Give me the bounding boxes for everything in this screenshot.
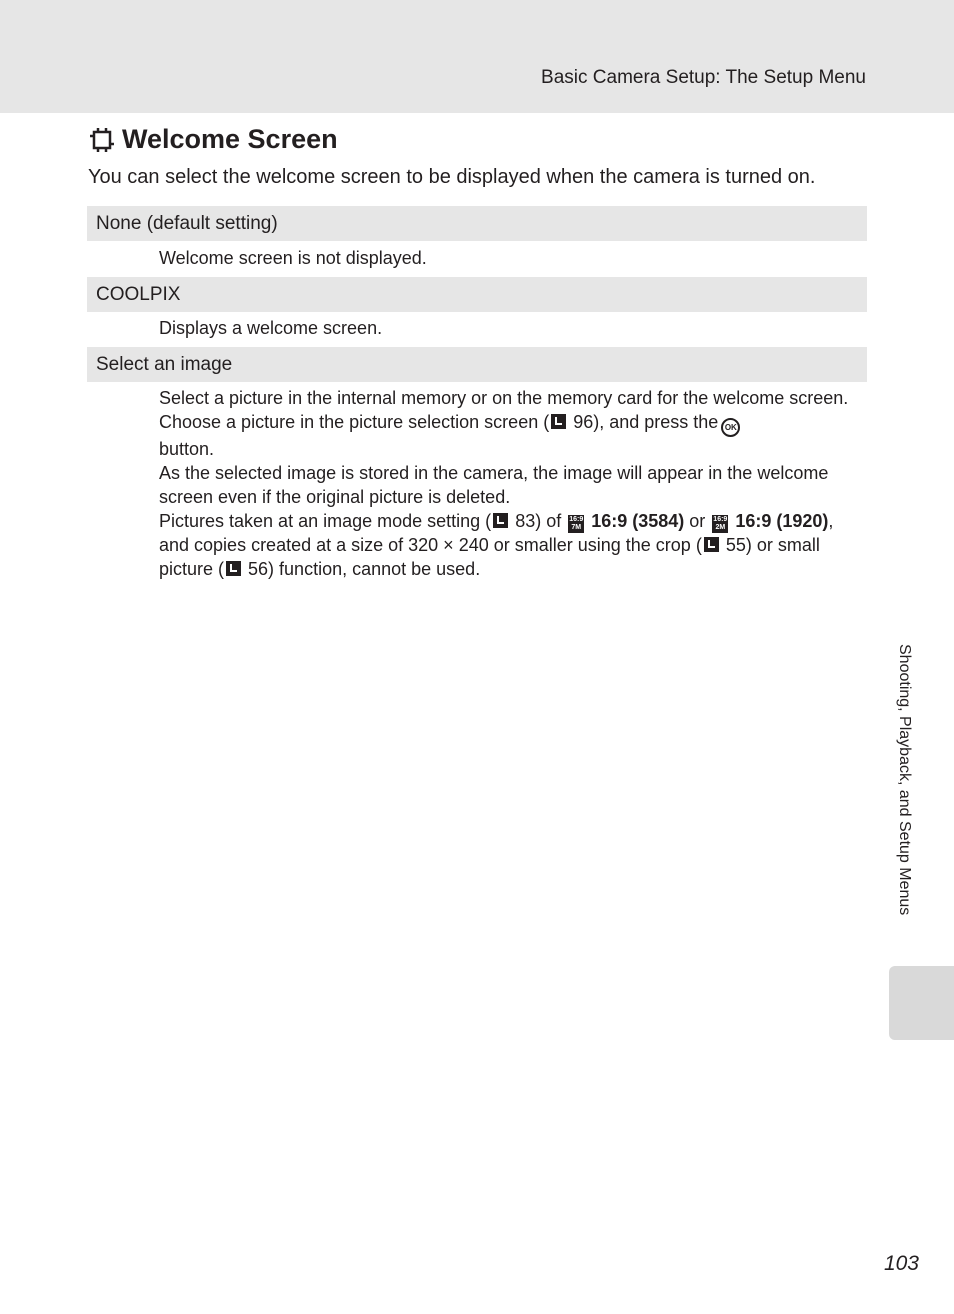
- option-coolpix-description: Displays a welcome screen.: [159, 318, 383, 338]
- page-reference-icon: [704, 537, 719, 552]
- running-header: Basic Camera Setup: The Setup Menu: [541, 67, 866, 88]
- sidebar-section-label: Shooting, Playback, and Setup Menus: [896, 644, 913, 916]
- option-none-description: Welcome screen is not displayed.: [159, 248, 427, 268]
- option-select-image-description: [159, 386, 859, 581]
- select-image-para-3: Pictures taken at an image mode setting ( 83) of 16:9 7M 16:9 (3584) or 16:9 2M 16:9 (1920), and copies created at a size of 320 × 240 or smaller using the crop ( 55) or small picture ( 56) function, cannot be used.: [159, 511, 834, 579]
- page-reference-icon: [493, 513, 508, 528]
- sidebar-section-tab: [889, 966, 954, 1040]
- welcome-screen-icon: [88, 127, 116, 153]
- page-reference-icon: [226, 561, 241, 576]
- header-band: [0, 0, 954, 113]
- page-number: 103: [883, 1252, 919, 1275]
- ok-button-icon: OK: [721, 418, 740, 437]
- option-select-image-heading: Select an image: [87, 347, 867, 382]
- option-none-heading: None (default setting): [87, 206, 867, 241]
- select-image-para-1: Select a picture in the internal memory or on the memory card for the welcome screen. Choose a picture in the picture selection screen ( 96), and press the OK button.: [159, 388, 849, 459]
- section-title-text: Welcome Screen: [122, 124, 338, 154]
- image-mode-16-9-2m-icon: 16:9 2M: [713, 516, 728, 531]
- page-reference-icon: [551, 414, 566, 429]
- image-mode-16-9-7m-icon: 16:9 7M: [569, 516, 584, 531]
- option-coolpix-heading: COOLPIX: [87, 277, 867, 312]
- intro-text: You can select the welcome screen to be displayed when the camera is turned on.: [88, 166, 816, 188]
- select-image-para-2: As the selected image is stored in the camera, the image will appear in the welcome screen even if the original picture is deleted.: [159, 463, 829, 507]
- section-title: [88, 124, 338, 155]
